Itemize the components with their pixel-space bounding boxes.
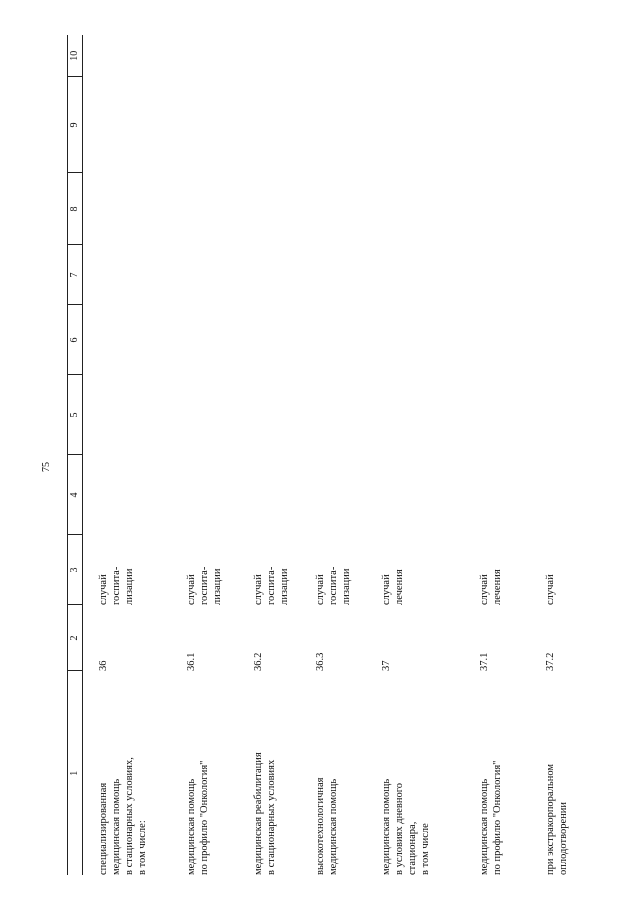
- column-header: 9: [68, 77, 83, 173]
- table-row: [380, 535, 450, 875]
- column-header: 7: [68, 245, 83, 305]
- column-header: 5: [68, 375, 83, 455]
- row-name: медицинская реабилитация в стационарных условиях: [253, 752, 277, 875]
- row-unit: случай лечения: [381, 569, 405, 605]
- row-unit: случай госпита- лизации: [315, 566, 352, 605]
- row-unit: случай госпита- лизации: [186, 566, 223, 605]
- row-name: специализированная медицинская помощь в стационарных условиях, в том числе:: [98, 757, 148, 875]
- row-number: 36.2: [253, 652, 264, 671]
- row-unit: случай: [545, 574, 556, 605]
- row-number: 36: [98, 660, 109, 671]
- row-unit: случай госпита- лизации: [98, 566, 135, 605]
- row-name: медицинская помощь по профилю "Онкология": [479, 760, 503, 875]
- column-number-header: [68, 35, 83, 875]
- column-header: 6: [68, 305, 83, 375]
- row-name: при экстракорпоральном оплодотворении: [545, 763, 569, 875]
- column-header: 10: [68, 35, 83, 77]
- page-number: 75: [41, 462, 52, 472]
- data-table: [67, 35, 83, 875]
- row-name: высокотехнологичная медицинская помощь: [315, 777, 339, 875]
- column-header: 3: [68, 535, 83, 605]
- column-header: 8: [68, 173, 83, 245]
- row-number: 37: [381, 660, 392, 671]
- row-number: 36.1: [186, 652, 197, 671]
- table-row: [185, 535, 255, 875]
- column-header: 2: [68, 605, 83, 671]
- row-unit: случай госпита- лизации: [253, 566, 290, 605]
- row-name: медицинская помощь по профилю "Онкология": [186, 760, 210, 875]
- column-header: 4: [68, 455, 83, 535]
- row-number: 37.2: [545, 652, 556, 671]
- table-row: [314, 535, 384, 875]
- table-row: [252, 535, 322, 875]
- row-number: 36.3: [315, 652, 326, 671]
- table-row: [97, 535, 167, 875]
- table-row: [544, 535, 614, 875]
- row-name: медицинская помощь в условиях дневного стационара, в том числе: [381, 778, 431, 875]
- row-number: 37.1: [479, 652, 490, 671]
- table-row: [478, 535, 548, 875]
- row-unit: случай лечения: [479, 569, 503, 605]
- column-header: 1: [68, 671, 83, 875]
